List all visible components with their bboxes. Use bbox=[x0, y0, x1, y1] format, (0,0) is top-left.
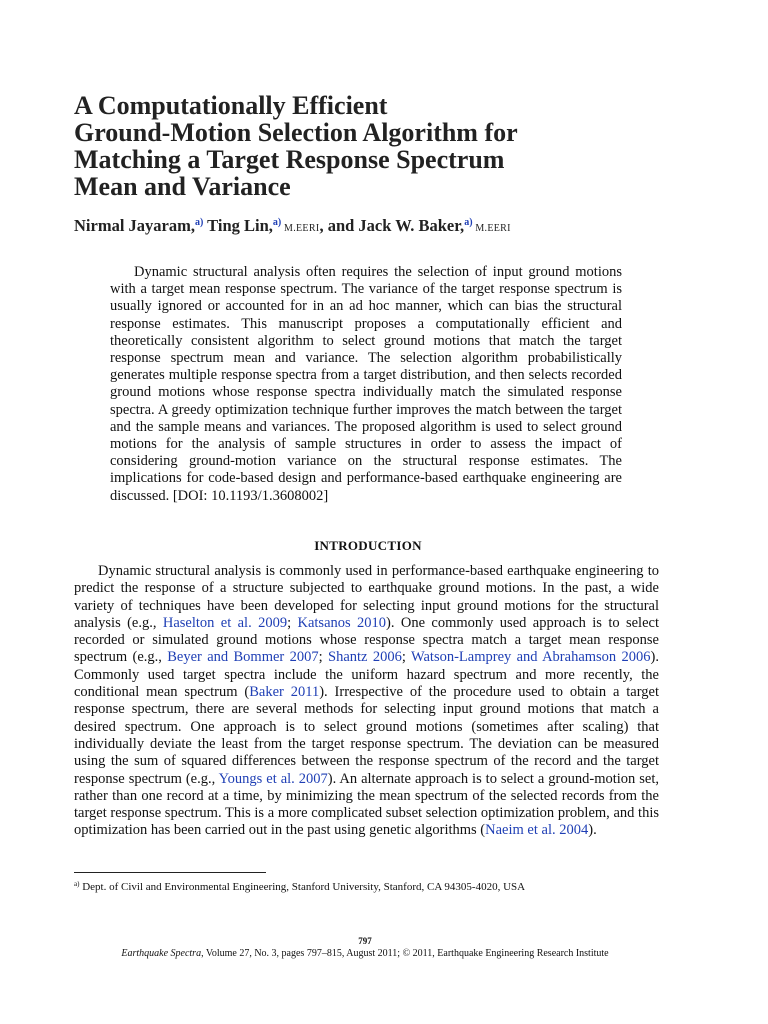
title-line-1: A Computationally Efficient bbox=[74, 91, 388, 120]
affiliation-footnote bbox=[74, 880, 694, 893]
intro-text: ). One commonly used approach is to select recorded or simulated ground motions whose response spectra match a target mean response spectrum (e.g., bbox=[74, 614, 659, 666]
intro-text: Dynamic structural analysis is commonly used in performance-based earthquake engineering to predict the response of a structure subjected to earthquake ground motions. In the past, a wide variety of techniques have been developed for selecting input ground motions for the structural analysis (e.g., bbox=[74, 563, 659, 631]
section-heading: INTRODUCTION bbox=[314, 538, 422, 553]
abstract-text: Dynamic structural analysis often requires the selection of input ground motions with a target mean response spectrum. The variance of the target response spectrum is usually ignored or accounted for in an ad hoc manner, which can bias the structural response estimates. This manuscript proposes a computationally efficient and theoretically consistent algorithm to select ground motions that match the target response spectrum mean and variance. The selection algorithm probabilistically generates multiple response spectra from a target distribution, and then selects recorded ground motions whose response spectra individually match the simulated response spectra. A greedy optimization technique further improves the match between the target and the sample means and variances. The proposed algorithm is used to select ground motions for the analysis of sample structures in order to assess the impact of considering ground-motion variance on the structural response estimates. The implications for code-based design and performance-based earthquake engineering are discussed. [DOI: 10.1193/1.3608002] bbox=[110, 264, 622, 504]
page-number: 797 bbox=[358, 936, 372, 946]
intro-text: ). Commonly used target spectra include the uniform hazard spectrum and more recently, the conditional mean spectrum ( bbox=[74, 649, 659, 701]
journal-details: , Volume 27, No. 3, pages 797–815, August 2011; © 2011, Earthquake Engineering Research Institute bbox=[201, 948, 609, 959]
author-2-name: Ting Lin, bbox=[203, 216, 273, 235]
author-3-name: , and Jack W. Baker, bbox=[319, 216, 465, 235]
author-3-affiliation-link[interactable]: a) bbox=[464, 217, 473, 228]
introduction-paragraph bbox=[74, 563, 659, 840]
journal-name: Earthquake Spectra bbox=[121, 948, 202, 959]
intro-text: ). bbox=[588, 822, 597, 839]
footnote-divider bbox=[74, 872, 266, 873]
title-line-3: Matching a Target Response Spectrum bbox=[74, 145, 505, 174]
intro-text: ; bbox=[318, 649, 328, 666]
author-2-affiliation-link[interactable]: a) bbox=[272, 217, 282, 228]
journal-citation bbox=[0, 948, 730, 959]
footnote-marker: a) bbox=[74, 880, 80, 888]
intro-text: ). An alternate approach is to select a ground-motion set, rather than one record at a time, by minimizing the mean spectrum of the selected records from the target response spectrum. This is a more complicated subset selection optimization problem, and this optimization has been carried out in the past using genetic algorithms ( bbox=[74, 770, 659, 839]
citation-link[interactable]: Beyer and Bommer 2007 bbox=[167, 649, 319, 666]
citation-link[interactable]: Shantz 2006 bbox=[328, 649, 402, 666]
title-line-4: Mean and Variance bbox=[74, 172, 291, 201]
author-list bbox=[74, 216, 694, 236]
citation-link[interactable]: Katsanos 2010 bbox=[297, 614, 387, 631]
intro-text: ). Irrespective of the procedure used to obtain a target response spectrum, there are several methods for selecting input ground motions that match a desired spectrum. One approach is to select ground motions (sometimes after scaling) that individually deviate the least from the target response spectrum. The deviation can be measured using the sum of squared differences between the response spectrum of the record and the target response spectrum (e.g., bbox=[74, 684, 660, 787]
citation-link[interactable]: Youngs et al. 2007 bbox=[218, 770, 328, 787]
citation-link[interactable]: Naeim et al. 2004 bbox=[485, 822, 589, 839]
intro-text: ; bbox=[287, 614, 298, 631]
author-1-affiliation-link[interactable]: a) bbox=[194, 217, 204, 228]
citation-link[interactable]: Watson-Lamprey and Abrahamson 2006 bbox=[410, 649, 651, 666]
intro-text: ; bbox=[401, 649, 411, 666]
author-1-name: Nirmal Jayaram, bbox=[74, 216, 195, 235]
author-2-membership: M.EERI bbox=[281, 223, 320, 234]
introduction-body bbox=[74, 563, 659, 840]
citation-link[interactable]: Baker 2011 bbox=[249, 684, 320, 701]
abstract bbox=[110, 264, 622, 505]
title-line-2: Ground-Motion Selection Algorithm for bbox=[74, 118, 518, 147]
citation-link[interactable]: Haselton et al. 2009 bbox=[162, 614, 288, 631]
footnote-text: Dept. of Civil and Environmental Engineering, Stanford University, Stanford, CA 94305-4020, USA bbox=[79, 881, 526, 893]
paper-title bbox=[74, 92, 694, 200]
author-3-membership: M.EERI bbox=[472, 223, 511, 234]
